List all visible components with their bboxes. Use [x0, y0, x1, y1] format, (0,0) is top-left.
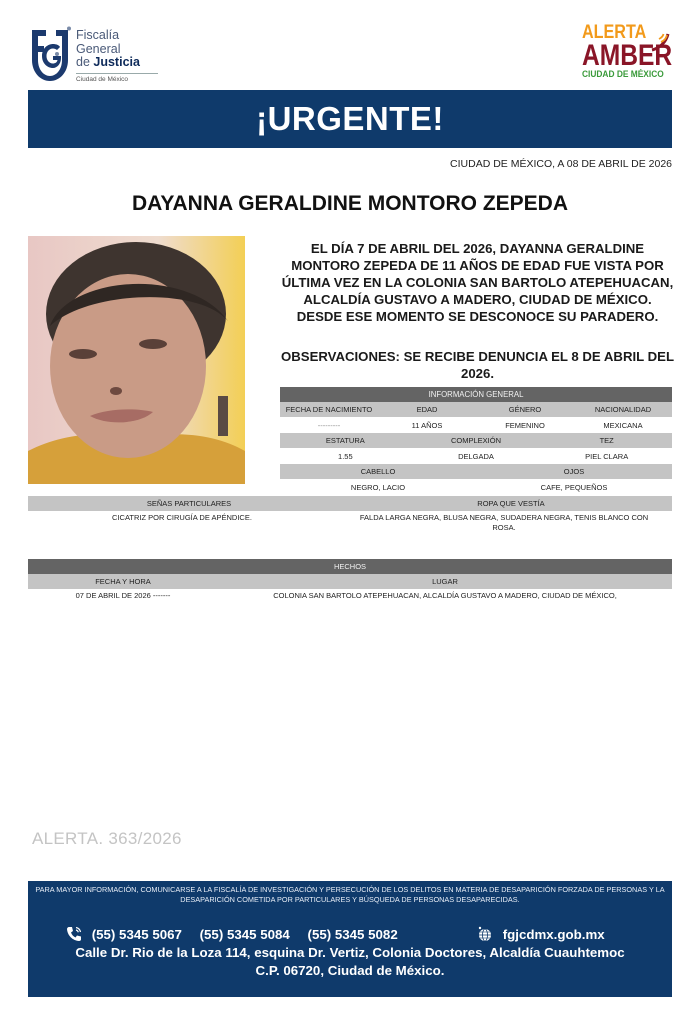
fgj-line1: Fiscalía — [76, 28, 120, 42]
website-block — [477, 926, 605, 942]
value-eyes: CAFE, PEQUEÑOS — [540, 482, 608, 492]
fgj-line3 — [76, 56, 158, 69]
value-hair: NEGRO, LACIO — [350, 482, 406, 492]
header-clothing: ROPA QUE VESTÍA — [477, 499, 545, 508]
fgj-logo-text — [76, 29, 158, 83]
hechos-title-text: HECHOS — [333, 562, 367, 571]
header-distinguishing-marks: SEÑAS PARTICULARES — [146, 499, 232, 508]
value-complexion: PIEL CLARA — [585, 451, 629, 461]
alert-code: ALERTA. 363/2026 — [32, 829, 182, 848]
general-info-table — [280, 387, 672, 495]
fgj-line3-prefix: de — [76, 55, 90, 69]
value-build: DELGADA — [458, 451, 494, 461]
value-height: 1.55 — [338, 451, 353, 461]
value-gender: FEMENINO — [505, 420, 545, 430]
phone-number-2[interactable]: (55) 5345 5084 — [199, 927, 290, 942]
value-place: COLONIA SAN BARTOLO ATEPEHUACAN, ALCALDÍA GUSTAVO A MADERO, CIUDAD DE MÉXICO, — [273, 590, 617, 600]
header-complexion: TEZ — [599, 436, 614, 445]
address-line-2: C.P. 06720, Ciudad de México. — [255, 963, 445, 978]
amber-signal-icon — [650, 30, 672, 52]
phone-list — [66, 926, 412, 942]
particulars-value-row — [28, 511, 672, 543]
alerta-amber-logo — [582, 24, 674, 86]
fgj-logo — [28, 26, 148, 84]
hechos-header-row — [28, 574, 672, 589]
footer-note: PARA MAYOR INFORMACIÓN, COMUNICARSE A LA FISCALÍA DE INVESTIGACIÓN Y PERSECUCIÓN DE LOS DELITOS EN MATERIA DE DESAPARICIÓN FORZADA DE PERSONAS Y LA DESAPARICIÓN COMETIDA POR PARTICULARES Y BÚSQUEDA DE PERSONAS DESAPARECIDAS. — [35, 885, 665, 904]
header-date-time: FECHA Y HORA — [95, 577, 151, 586]
header-height: ESTATURA — [325, 436, 365, 445]
general-info-title — [280, 387, 672, 402]
header-age: EDAD — [416, 405, 438, 414]
contact-footer — [28, 881, 672, 997]
particulars-header-row — [28, 496, 672, 511]
value-clothing: FALDA LARGA NEGRA, BLUSA NEGRA, SUDADERA NEGRA, TENIS BLANCO CON ROSA. — [359, 513, 649, 532]
header-eyes: OJOS — [563, 467, 585, 476]
dateline: CIUDAD DE MÉXICO, A 08 DE ABRIL DE 2026 — [450, 158, 672, 170]
value-age: 11 AÑOS — [411, 420, 443, 430]
info-header-row-2 — [280, 433, 672, 448]
phone-number-3[interactable]: (55) 5345 5082 — [307, 927, 398, 942]
header-place: LUGAR — [432, 577, 458, 586]
fgj-shield-icon — [28, 26, 72, 82]
particulars-table — [28, 496, 672, 543]
phone-icon — [66, 926, 82, 942]
address — [28, 944, 672, 980]
value-date-time: 07 DE ABRIL DE 2026 ------- — [75, 590, 171, 600]
info-header-row-3 — [280, 464, 672, 479]
urgent-banner — [28, 90, 672, 148]
missing-person-photo — [28, 236, 245, 484]
header-gender: GÉNERO — [508, 405, 542, 414]
hechos-title — [28, 559, 672, 574]
globe-icon — [477, 926, 493, 942]
value-nationality: MEXICANA — [603, 420, 643, 430]
info-value-row-3 — [280, 479, 672, 495]
address-line-1: Calle Dr. Rio de la Loza 114, esquina Dr. Vertiz, Colonia Doctores, Alcaldía Cuauhtemoc — [75, 945, 625, 960]
value-birthdate: --------- — [317, 420, 341, 430]
info-value-row-2 — [280, 448, 672, 464]
header-nationality: NACIONALIDAD — [594, 405, 652, 414]
value-distinguishing-marks: CICATRIZ POR CIRUGÍA DE APÉNDICE. — [112, 513, 252, 522]
info-header-row-1 — [280, 402, 672, 417]
header-build: COMPLEXIÓN — [451, 436, 502, 445]
amber-line1: ALERTA — [582, 22, 647, 43]
fgj-subtitle: Ciudad de México — [76, 73, 158, 84]
urgent-title: ¡URGENTE! — [256, 100, 444, 137]
portrait-illustration — [28, 236, 245, 484]
hechos-table — [28, 559, 672, 601]
fgj-line3-bold: Justicia — [93, 55, 140, 69]
info-value-row-1 — [280, 417, 672, 433]
amber-line3: CIUDAD DE MÉXICO — [582, 69, 664, 80]
amber-line2: AMBER — [582, 39, 673, 72]
website-link[interactable]: fgjcdmx.gob.mx — [502, 927, 605, 942]
general-info-title-text: INFORMACIÓN GENERAL — [428, 390, 524, 399]
phone-number-1[interactable]: (55) 5345 5067 — [91, 927, 182, 942]
narrative-text: EL DÍA 7 DE ABRIL DEL 2026, DAYANNA GERALDINE MONTORO ZEPEDA DE 11 AÑOS DE EDAD FUE VISTA POR ÚLTIMA VEZ EN LA COLONIA SAN BARTOLO ATEPEHUACAN, ALCALDÍA GUSTAVO A MADERO, CIUDAD DE MÉXICO. DESDE ESE MOMENTO SE DESCONOCE SU PARADERO. — [281, 241, 674, 324]
person-name: DAYANNA GERALDINE MONTORO ZEPEDA — [132, 192, 568, 215]
hechos-value-row — [28, 589, 672, 601]
fgj-line2: General — [76, 41, 121, 56]
header-birthdate: FECHA DE NACIMIENTO — [285, 405, 373, 414]
observations-text: OBSERVACIONES: SE RECIBE DENUNCIA EL 8 DE ABRIL DEL 2026. — [281, 349, 674, 381]
header-hair: CABELLO — [360, 467, 396, 476]
